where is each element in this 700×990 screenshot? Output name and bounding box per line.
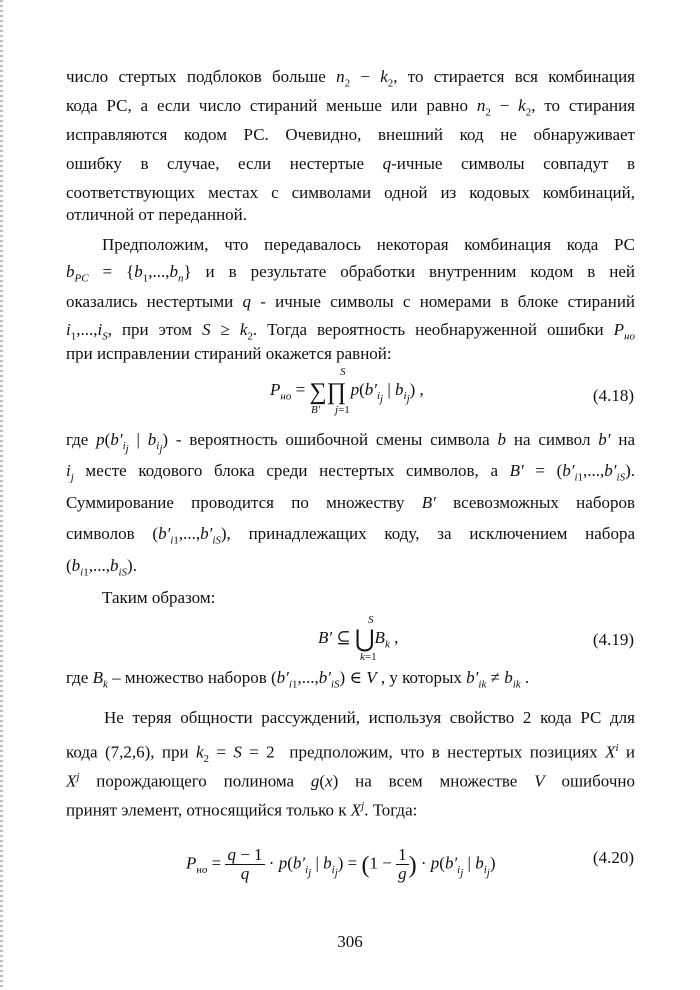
text-line: кода (7,2,6), при $k_2 = S = 2$ предположим, что в нестертых позициях $X^i$ и [66, 742, 635, 766]
text-line: $(b_{i1},...,b_{iS})$. [66, 556, 137, 579]
text-line: $b_{PC} = \{b_1,...,b_n\}$ и в результате обработки внутренним кодом в ней [66, 262, 635, 285]
sum-lower-limit: B′ [311, 404, 321, 416]
text-line: исправляются кодом РС. Очевидно, внешний код не обнаруживает [66, 125, 635, 144]
text-line: оказались нестертыми q - ичные символы с номерами в блоке стираний [66, 292, 636, 311]
equation-4-19: B′ ⊆ $⋃B_k$ , [318, 627, 399, 653]
text-line: Таким образом: [102, 588, 216, 607]
union-upper-limit: S [368, 614, 374, 626]
text-line: $X^j$ порождающего полинома g(x) на всем множестве V ошибочно [66, 771, 635, 791]
text-line: $i_1,...,i_S$, при этом $S \ge k_2$. Тогда вероятность необнаруженной ошибки $P_{но}$ [66, 320, 635, 343]
equation-number: (4.19) [592, 630, 634, 649]
text-line: где $p(b'_{i_j}$ | $b_{i_j}$) - вероятность ошибочной смены символа b на символ b′ на [66, 430, 635, 456]
text-line: где $B_k$ – множество наборов $(b'_{i1},...,b'_{iS})$ ∈ V , у которых $b'_{ik} \ne b_{ik}$ . [66, 668, 530, 691]
equation-4-20: $P_{но}$ = $\frac{q - 1}{q}$ · $p(b'_{i_j}$ | $b_{i_j}) = (1$ − $\frac{1}{g}$ ) · $p(b'_{i_j}$ | $b_{i_j}$) [186, 845, 496, 883]
text-line: принят элемент, относящийся только к $X^j$. Тогда: [66, 800, 418, 820]
text-line: ошибку в случае, если нестертые q-ичные символы совпадут в [66, 154, 636, 173]
text-line: соответствующих местах с символами одной из кодовых комбинаций, [66, 183, 635, 202]
text-line: Не теряя общности рассуждений, используя свойство 2 кода РС для [104, 708, 635, 727]
text-line: число стертых подблоков больше $n_2 - k_2$, то стирается вся комбинация [66, 67, 635, 90]
equation-4-18: $P_{но}$ = ∑∏ $p(b'_{i_j}$ | $b_{i_j}$) , [270, 379, 424, 406]
text-line: при исправлении стираний окажется равной: [66, 344, 392, 363]
product-upper-limit: S [340, 366, 346, 378]
union-lower-limit: k=1 [360, 651, 377, 663]
text-line: Суммирование проводится по множеству B′ всевозможных наборов [66, 493, 636, 512]
text-line: символов $(b'_{i1},...,b'_{iS})$, принадлежащих коду, за исключением набора [66, 524, 635, 547]
text-line: отличной от переданной. [66, 205, 248, 224]
text-line: $i_j$ месте кодового блока среди нестертых символов, а $B' = (b'_{i1},...,b'_{iS})$. [66, 461, 635, 484]
equation-number: (4.18) [592, 386, 634, 405]
scan-edge [0, 0, 3, 990]
page-number: 306 [337, 932, 363, 951]
product-lower-limit: j=1 [335, 404, 350, 416]
text-line: Предположим, что передавалось некоторая комбинация кода РС [102, 235, 635, 254]
text-line: кода РС, а если число стираний меньше или равно $n_2 - k_2$, то стирания [66, 96, 636, 119]
equation-number: (4.20) [592, 848, 634, 867]
